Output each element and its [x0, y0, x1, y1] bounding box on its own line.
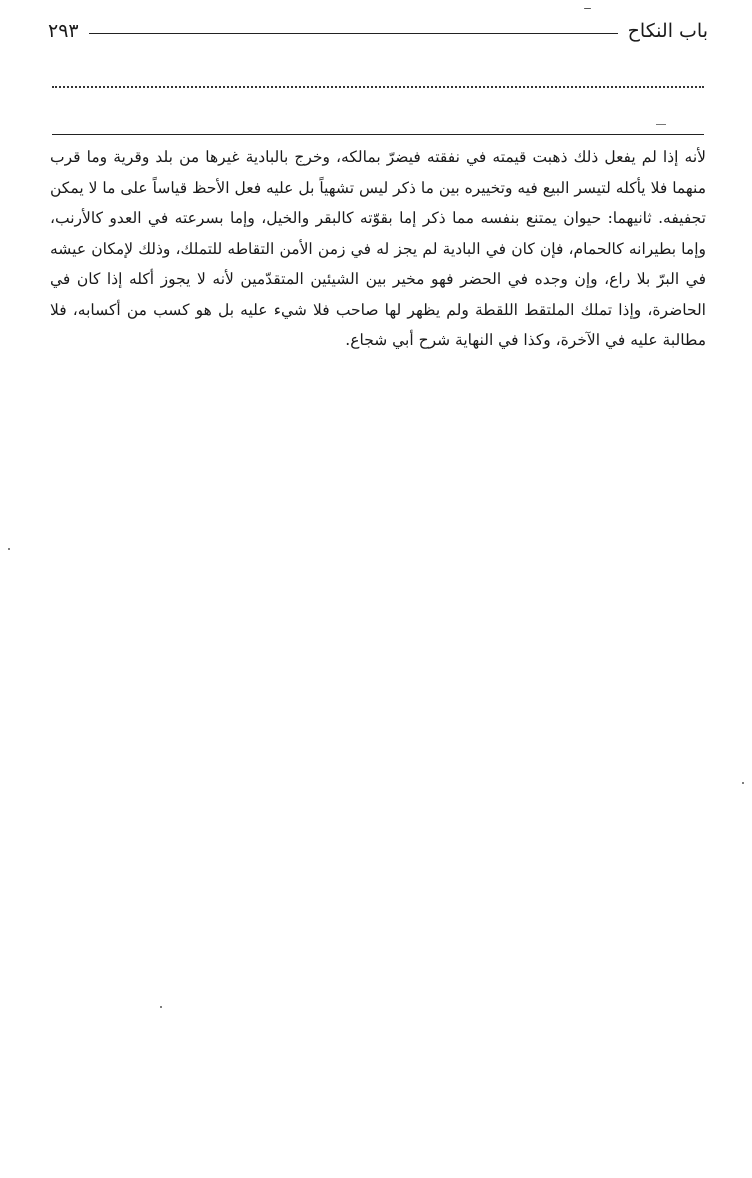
footnote-paragraph: لأنه إذا لم يفعل ذلك ذهبت قيمته في نفقته فيضرّ بمالكه، وخرج بالبادية غيرها من بلد وقرية وما قرب منهما فلا يأكله لتيسر البيع فيه وتخييره بين ما ذكر ليس تشهياً بل عليه فعل الأحظ قياساً على ما لا يمكن تجفيفه. ثانيهما: حيوان يمتنع بنفسه مما ذكر إما بقوّته كالبقر والخيل، وإما بسرعته في العدو كالأرنب، وإما بطيرانه كالحمام، فإن كان في البادية لم يجز له في زمن الأمن التقاطه للتملك، وذلك لإمكان عيشه في البرّ بلا راع، وإن وجده في الحضر فهو مخير بين الشيئين المتقدّمين لأنه لا يجوز أكله إذا كان في الحاضرة، وإذا تملك الملتقط اللقطة ولم يظهر لها صاحب فلا شيء عليه بل هو كسب من أكسابه، فلا مطالبة عليه في الآخرة، وكذا في النهاية شرح أبي شجاع. — [50, 148, 706, 349]
chapter-title: باب النكاح — [627, 20, 708, 42]
scan-speck — [8, 548, 10, 550]
scan-speck — [584, 8, 591, 9]
ink-mark — [656, 124, 666, 125]
page-number: ٢٩٣ — [48, 20, 79, 42]
dotted-separator — [52, 86, 704, 88]
footnote-separator — [52, 134, 704, 135]
scan-speck — [742, 782, 744, 784]
running-header — [48, 14, 708, 48]
scan-speck — [160, 1006, 162, 1008]
header-rule — [89, 33, 618, 34]
